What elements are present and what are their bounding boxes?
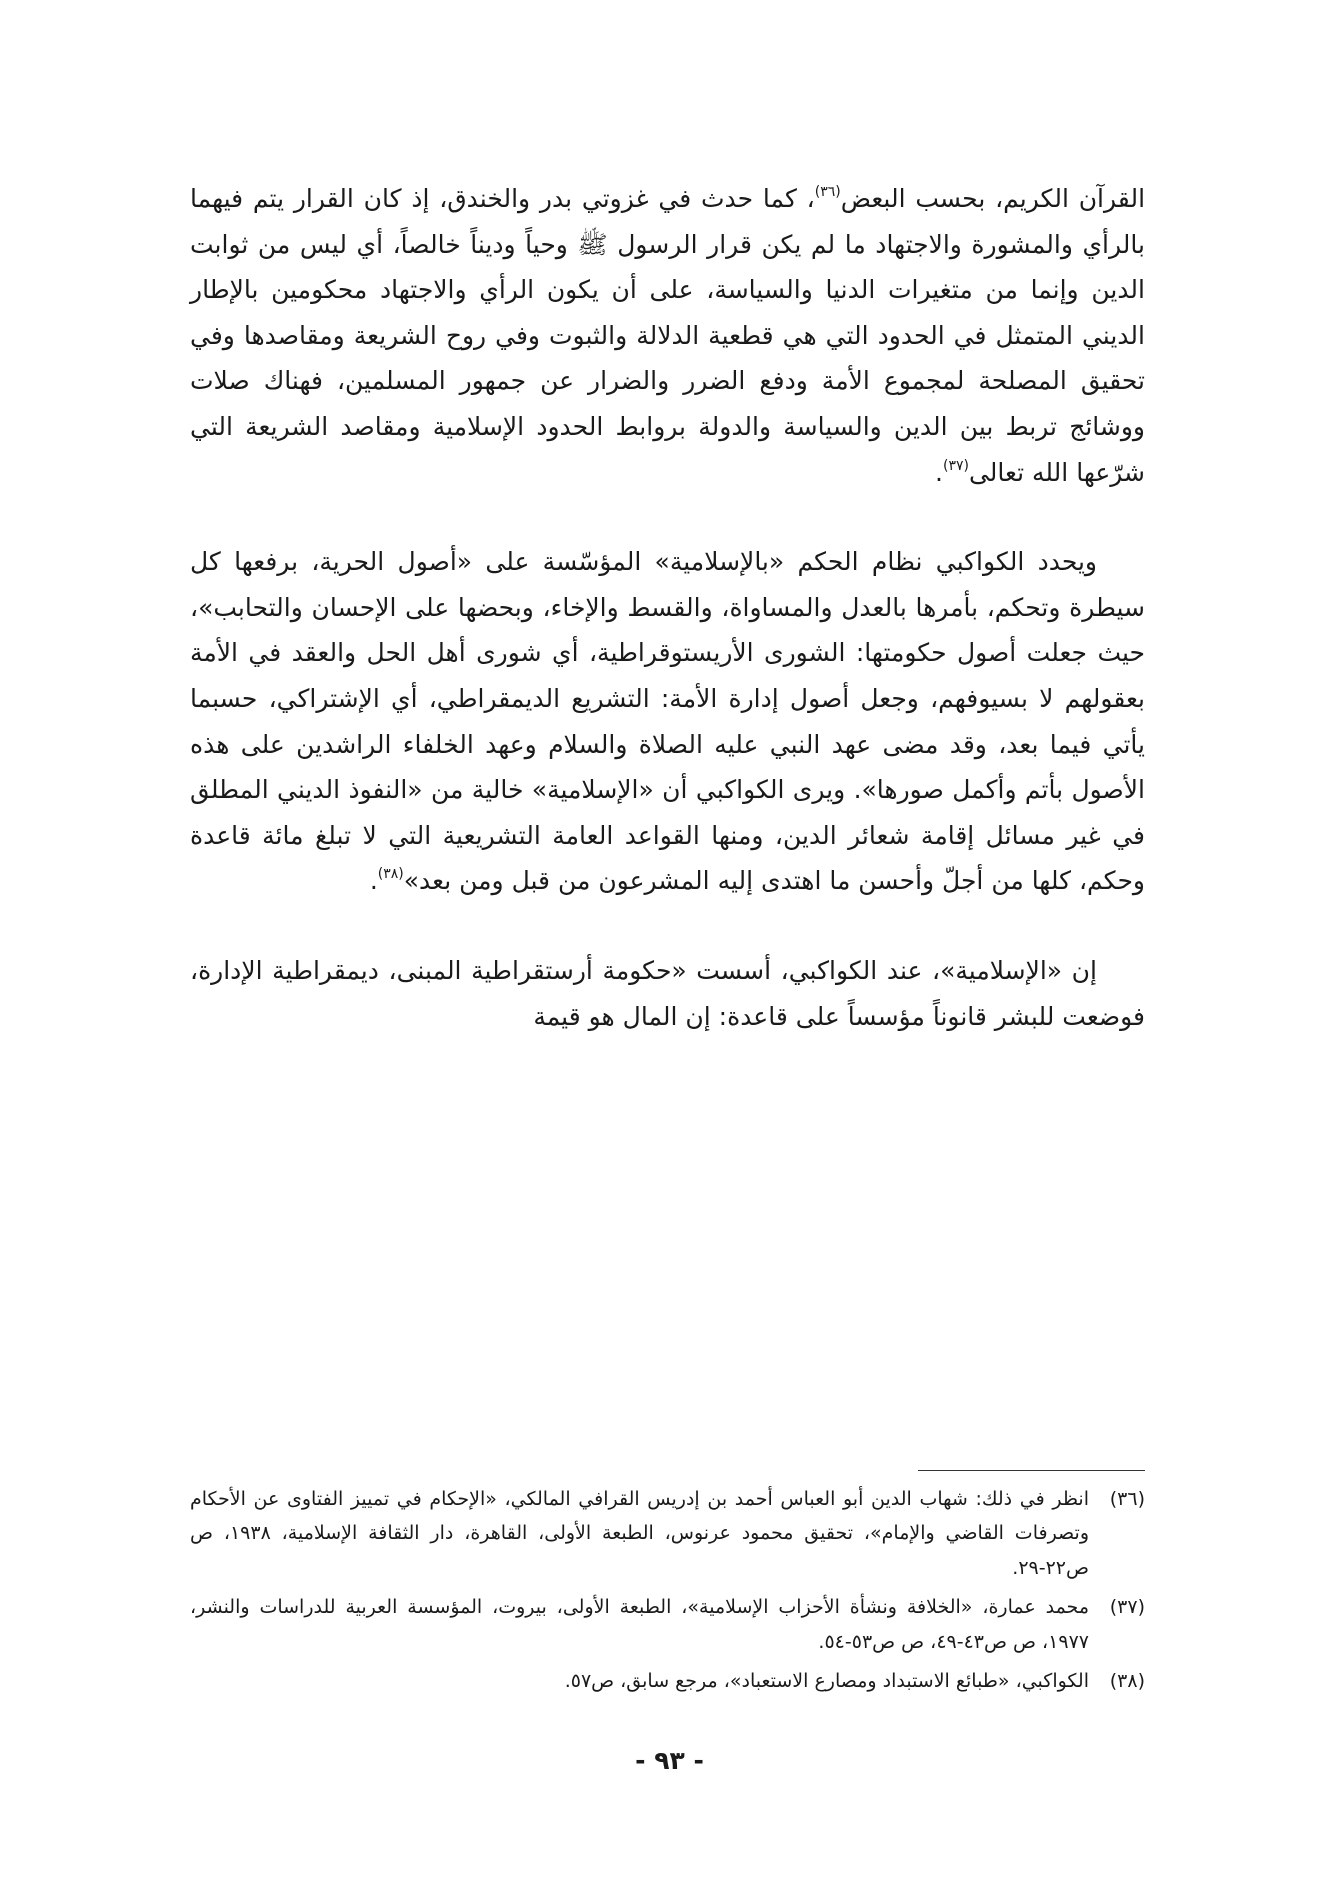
- page-number: - ٩٣ -: [635, 1746, 704, 1775]
- footnote-number: (٣٨): [1109, 1670, 1145, 1693]
- paragraph-3-text: إن «الإسلامية»، عند الكواكبي، أسست «حكومة أرستقراطية المبنى، ديمقراطية الإدارة، فوضعت للبشر قانوناً مؤسساً على قاعدة: إن المال هو قيمة: [190, 955, 1145, 1031]
- footnote-38: [190, 1664, 1145, 1698]
- paragraph-2-text-start: ويحدد الكواكبي نظام الحكم «بالإسلامية» المؤسّسة على «أصول الحرية، برفعها كل سيطرة وتحكم، بأمرها بالعدل والمساواة، والقسط والإخاء، وبحضها على الإحسان والتحابب»، حيث جعلت أصول حكومتها: الشورى الأريستوقراطية، أي شورى أهل الحل والعقد في الأمة بعقولهم لا بسيوفهم، وجعل أصول إدارة الأمة: التشريع الديمقراطي، أي الإشتراكي، حسبما يأتي فيما بعد، وقد مضى عهد النبي عليه الصلاة والسلام وعهد الخلفاء الراشدين على هذه الأصول بأتم وأكمل صورها». ويرى الكواكبي أن «الإسلامية» خالية من «النفوذ الديني المطلق في غير مسائل إقامة شعائر الدين، ومنها القواعد العامة التشريعية التي لا تبلغ مائة قاعدة وحكم، كلها من أجلّ وأحسن ما اهتدى إليه المشرعون من قبل ومن بعد»: [190, 547, 1145, 896]
- paragraph-2-text-end: .: [369, 866, 378, 896]
- paragraph-1-text-start: القرآن الكريم، بحسب البعض: [840, 184, 1146, 213]
- footnote-text: انظر في ذلك: شهاب الدين أبو العباس أحمد بن إدريس القرافي المالكي، «الإحكام في تمييز الفتاوى عن الأحكام وتصرفات القاضي والإمام»، تحقيق محمود عرنوس، الطبعة الأولى، القاهرة، دار الثقافة الإسلامية، ١٩٣٨، ص ص٢٢-٢٩.: [190, 1488, 1089, 1579]
- footnote-text: الكواكبي، «طبائع الاستبداد ومصارع الاستعباد»، مرجع سابق، ص٥٧.: [564, 1670, 1089, 1693]
- footnote-37: [190, 1590, 1145, 1659]
- paragraph-2: [190, 539, 1145, 904]
- footnote-text: محمد عمارة، «الخلافة ونشأة الأحزاب الإسلامية»، الطبعة الأولى، بيروت، المؤسسة العربية للدراسات والنشر، ١٩٧٧، ص ص٤٣-٤٩، ص ص٥٣-٥٤.: [190, 1596, 1089, 1653]
- footnote-separator: [918, 1470, 1145, 1471]
- footnote-36: [190, 1482, 1145, 1585]
- paragraph-1-text-middle: ، كما حدث في غزوتي بدر والخندق، إذ كان القرار يتم فيهما بالرأي والمشورة والاجتهاد ما لم يكن قرار الرسول ﷺ وحياً وديناً خالصاً، أي ليس من ثوابت الدين وإنما من متغيرات الدنيا والسياسة، على أن يكون الرأي والاجتهاد محكومين بالإطار الديني المتمثل في الحدود التي هي قطعية الدلالة والثبوت وفي روح الشريعة ومقاصدها وفي تحقيق المصلحة لمجموع الأمة ودفع الضرر والضرار عن جمهور المسلمين، فهناك صلات ووشائج تربط بين الدين والسياسة والدولة بروابط الحدود الإسلامية ومقاصد الشريعة التي شرّعها الله تعالى: [190, 184, 1145, 487]
- footnote-ref-36: (٣٦): [814, 184, 841, 200]
- paragraph-1: [190, 176, 1145, 495]
- paragraph-1-text-end: .: [935, 457, 943, 487]
- footnote-ref-37: (٣٧): [942, 457, 969, 474]
- footnote-number: (٣٧): [1109, 1596, 1145, 1619]
- main-text: [190, 176, 1145, 1039]
- footnote-ref-38: (٣٨): [377, 866, 404, 883]
- paragraph-3: [190, 948, 1145, 1039]
- footnotes: [190, 1482, 1145, 1703]
- footnote-number: (٣٦): [1109, 1488, 1145, 1510]
